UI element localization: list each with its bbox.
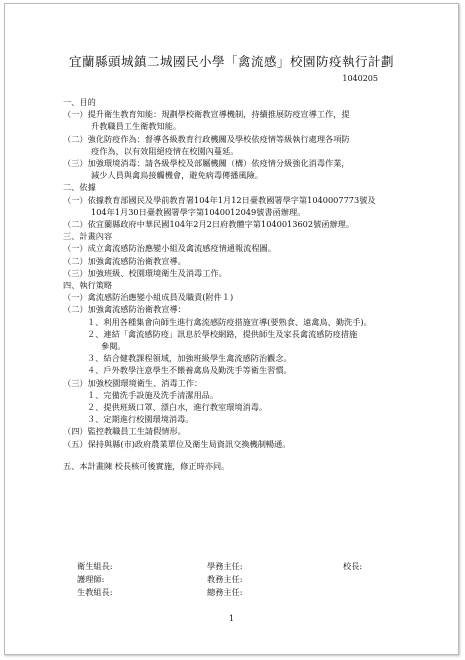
document-line: （五）保持與縣(市)政府農業單位及衛生局資訊交換機制暢通。	[63, 438, 291, 449]
document-line: ２、提供班級口罩、漂白水，進行教室環境消毒。	[87, 402, 268, 413]
document-line: 五、本計畫陳 校長核可後實施，修正時亦同。	[63, 460, 230, 471]
document-line: 104年1月30日臺教國署學字第1040012049號書函辦理。	[91, 206, 306, 217]
document-body	[63, 96, 398, 472]
document-line: ２、連結「禽流感防疫」訊息於學校網路，提供師生及家長禽流感防疫措施	[87, 328, 358, 339]
document-line: （二）強化防疫作為：督導各級教育行政機關及學校依疫情等級執行處理各項防	[63, 133, 350, 144]
document-line: （二）加強禽流感防治衛教宣導：	[63, 304, 186, 315]
document-line: （一）提升衛生教育知能：規劃學校衛教宣導機制，持續推展防疫宣導工作，提	[63, 109, 350, 120]
document-line: 減少人員與禽鳥接觸機會，避免病毒傳播風險。	[91, 170, 263, 181]
signature-row	[77, 586, 397, 599]
signature-nurse: 護理師:	[77, 574, 105, 584]
document-line: 疫作為，以有效阻絕疫情在校園內蔓延。	[91, 145, 239, 156]
document-line: ３、定期進行校園環境消毒。	[87, 414, 194, 425]
document-title: 宜蘭縣頭城鎮二城國民小學「禽流感」校園防疫執行計劃	[68, 54, 394, 69]
signature-row	[77, 560, 397, 573]
signature-principal: 校長:	[343, 561, 363, 571]
document-line: ４、戶外教學注意學生不餵養禽鳥及勤洗手等衛生習慣。	[87, 365, 292, 376]
document-line: （二）加強禽流感防治衛教宣導。	[63, 255, 186, 266]
document-line: 四、執行策略	[63, 280, 113, 291]
document-line: （四）監控教職員工生請假情形。	[63, 426, 186, 437]
paragraph-gap	[63, 450, 398, 460]
document-line: 一、目的	[63, 97, 96, 107]
document-line: １、完備洗手設施及洗手清潔用品。	[87, 389, 219, 400]
signature-academic-affairs-director: 教務主任:	[207, 574, 243, 584]
document-line: １、利用各種集會向師生進行禽流感防疫措施宣導(要熟食、遠禽鳥、勤洗手)。	[87, 316, 372, 327]
document-line: （三）加強班級、校園環境衛生及消毒工作。	[63, 267, 227, 278]
page-number: 1	[228, 614, 235, 623]
document-line: 升教職員工生衛教知能。	[91, 121, 182, 132]
document-line: 二、依據	[63, 182, 96, 193]
signature-student-affairs-director: 學務主任:	[207, 561, 243, 571]
signature-block	[77, 560, 397, 599]
document-line: （一）禽流感防治應變小組成員及職責(附件１)	[63, 292, 234, 303]
document-line: （三）加強環境消毒：請各級學校及部屬機關（構）依疫情分級強化消毒作業，	[63, 158, 350, 169]
document-line: ３、結合健教課程領域，加強班級學生禽流感防治觀念。	[87, 353, 292, 364]
document-line: （一）依據教育部國民及學前教育署104年1月12日臺教國署學字第1040007773號及	[63, 194, 376, 205]
signature-general-affairs-director: 總務主任:	[207, 587, 243, 597]
document-line: （二）依宜蘭縣政府中華民國104年2月2日府教體字第1040013602號函辦理。	[63, 219, 355, 230]
document-page	[4, 3, 459, 655]
signature-row	[77, 573, 397, 586]
document-line: 參閱。	[101, 341, 126, 352]
signature-life-education-chief: 生教組長:	[77, 587, 113, 597]
signature-health-section-chief: 衛生組長:	[77, 561, 113, 571]
document-line: 三、計畫內容	[63, 231, 113, 242]
document-line: （三）加強校園環境衛生、消毒工作：	[63, 377, 203, 388]
document-line: （一）成立禽流感防治應變小組及禽流感疫情通報流程圖。	[63, 243, 276, 254]
document-number: 1040205	[342, 74, 378, 83]
